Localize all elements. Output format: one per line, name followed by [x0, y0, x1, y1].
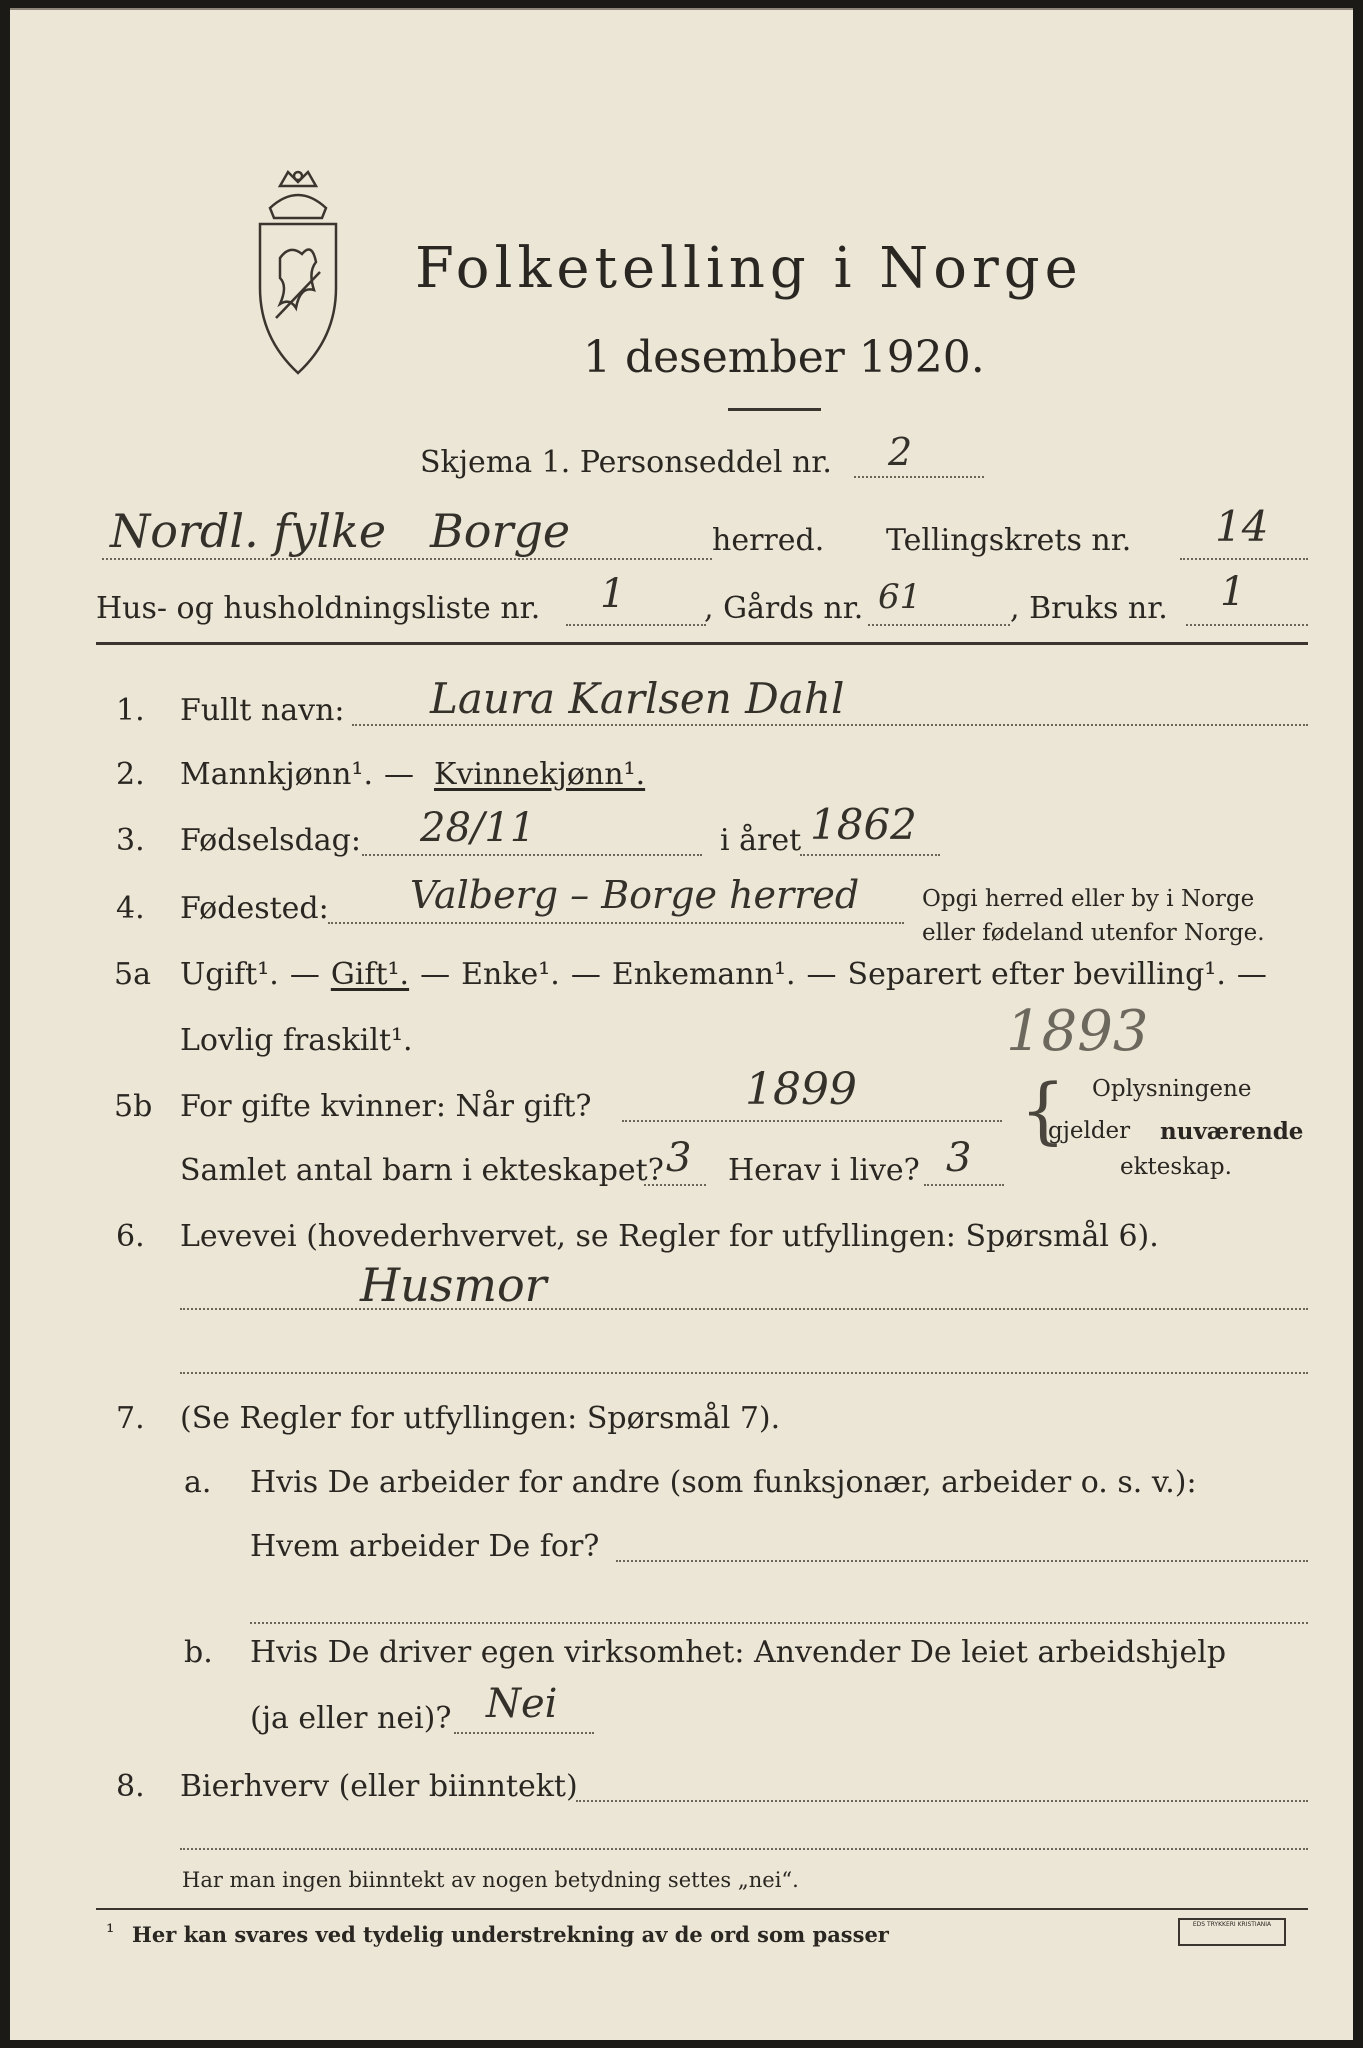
gard-dots — [868, 624, 1010, 626]
census-form — [10, 8, 1353, 2040]
sep-5: — — [1236, 957, 1267, 992]
margin-note-year: 1893 — [1006, 999, 1149, 1064]
q7a-dots-1 — [616, 1560, 1308, 1562]
birthplace-note-2: eller fødeland utenfor Norge. — [922, 920, 1265, 946]
q8-dots-1 — [576, 1800, 1308, 1802]
q3-label: Fødselsdag: — [180, 823, 361, 858]
children-label: Samlet antal barn i ekteskapet? — [180, 1153, 664, 1188]
bruk-dots — [1186, 624, 1308, 626]
bruk-label: , Bruks nr. — [1010, 591, 1168, 626]
q4-dots — [328, 922, 904, 924]
q4-label: Fødested: — [180, 891, 329, 926]
q5b-note-1: Oplysningene — [1092, 1076, 1252, 1102]
top-edge — [10, 8, 1353, 10]
option-ugift: Ugift¹. — [180, 957, 279, 992]
male-option: Mannkjønn¹. — [180, 757, 373, 792]
bruk-value: 1 — [1220, 569, 1246, 615]
header-rule — [96, 642, 1308, 645]
q7b-question: (ja eller nei)? — [250, 1701, 452, 1736]
married-dots — [622, 1120, 1002, 1122]
title-divider — [728, 408, 821, 411]
herred-value: Borge — [430, 504, 571, 558]
q6-number: 6. — [116, 1219, 145, 1254]
option-separert: Separert efter bevilling¹. — [847, 957, 1226, 992]
skjema-value: 2 — [888, 430, 913, 474]
footnote-text: Her kan svares ved tydelig understrekning av de ord som passer — [132, 1922, 889, 1947]
form-title: Folketelling i Norge — [415, 236, 1083, 301]
footnote-mark: ¹ — [106, 1920, 115, 1944]
q7b-dots — [454, 1732, 594, 1734]
q5b-note-2: gjelder — [1048, 1118, 1131, 1144]
q5b-brace: { — [1020, 1068, 1066, 1152]
q5b-note-2b: nuværende — [1160, 1118, 1304, 1145]
printer-stamp-text: EDS TRYKKERI KRISTIANIA — [1192, 1921, 1272, 1928]
q1-dots — [352, 724, 1308, 726]
q7b-letter: b. — [184, 1635, 213, 1670]
birthplace-note-1: Opgi herred eller by i Norge — [922, 886, 1255, 912]
q4-number: 4. — [116, 891, 145, 926]
occupation-value: Husmor — [360, 1258, 547, 1312]
krets-value: 14 — [1215, 502, 1269, 551]
q6-label: Levevei (hovederhvervet, se Regler for utfyllingen: Spørsmål 6). — [180, 1219, 1159, 1254]
sep-4: — — [806, 957, 837, 992]
civil-status-options — [180, 957, 1267, 992]
hus-value: 1 — [600, 571, 626, 617]
q8-label: Bierhverv (eller biinntekt) — [180, 1769, 578, 1804]
krets-dots — [1180, 558, 1308, 560]
q7-number: 7. — [116, 1401, 145, 1436]
option-enkemann: Enkemann¹. — [611, 957, 796, 992]
herred-dots — [102, 558, 712, 560]
q8-number: 8. — [116, 1769, 145, 1804]
children-dots — [644, 1184, 706, 1186]
county-value: Nordl. fylke — [110, 504, 387, 558]
q5b-number: 5b — [114, 1089, 153, 1124]
option-gift-underlined: Gift¹. — [330, 957, 410, 992]
hired-help-value: Nei — [486, 1681, 558, 1727]
sep-2: — — [420, 957, 451, 992]
birth-year-value: 1862 — [810, 800, 917, 849]
alive-value: 3 — [946, 1135, 972, 1181]
q3-number: 3. — [116, 823, 145, 858]
q7a-letter: a. — [184, 1465, 212, 1500]
footnote-rule — [96, 1908, 1308, 1910]
option-enke: Enke¹. — [461, 957, 560, 992]
q5a-number: 5a — [114, 957, 151, 992]
married-year-value: 1899 — [745, 1064, 857, 1115]
q7a-text: Hvis De arbeider for andre (som funksjonær, arbeider o. s. v.): — [250, 1465, 1197, 1500]
alive-label: Herav i live? — [728, 1153, 920, 1188]
krets-label: Tellingskrets nr. — [886, 523, 1132, 558]
q8-dots-2 — [180, 1848, 1308, 1850]
q6-dots-2 — [180, 1372, 1308, 1374]
alive-dots — [924, 1184, 1004, 1186]
year-label: i året — [720, 823, 802, 858]
form-date: 1 desember 1920. — [583, 332, 985, 383]
coat-of-arms-icon — [250, 168, 346, 378]
q6-dots-1 — [180, 1308, 1308, 1310]
q3-year-dots — [800, 854, 940, 856]
children-value: 3 — [666, 1135, 692, 1181]
birth-day-value: 28/11 — [420, 805, 536, 851]
sep-3: — — [570, 957, 601, 992]
gard-label: , Gårds nr. — [704, 591, 864, 626]
q7a-dots-2 — [250, 1622, 1308, 1624]
herred-label: herred. — [712, 523, 825, 558]
option-fraskilt: Lovlig fraskilt¹. — [180, 1023, 413, 1058]
q2-dash: — — [384, 757, 414, 792]
q1-number: 1. — [116, 693, 145, 728]
hus-label: Hus- og husholdningsliste nr. — [96, 591, 541, 626]
q2-number: 2. — [116, 757, 145, 792]
q3-day-dots — [362, 854, 702, 856]
gard-value: 61 — [878, 577, 922, 617]
q5b-note-3: ekteskap. — [1120, 1154, 1232, 1180]
q1-label: Fullt navn: — [180, 693, 345, 728]
q7-label: (Se Regler for utfyllingen: Spørsmål 7). — [180, 1401, 781, 1436]
married-label: For gifte kvinner: Når gift? — [180, 1089, 592, 1124]
q7b-text: Hvis De driver egen virksomhet: Anvender De leiet arbeidshjelp — [250, 1635, 1227, 1670]
female-option-underlined: Kvinnekjønn¹. — [434, 757, 646, 792]
sep-1: — — [289, 957, 320, 992]
skjema-dots — [854, 476, 984, 478]
q7a-question: Hvem arbeider De for? — [250, 1529, 600, 1564]
birthplace-value: Valberg – Borge herred — [410, 873, 860, 917]
hus-dots — [566, 624, 706, 626]
skjema-label: Skjema 1. Personseddel nr. — [420, 445, 832, 480]
full-name-value: Laura Karlsen Dahl — [430, 674, 845, 723]
printer-stamp — [1178, 1918, 1286, 1946]
biinntekt-note: Har man ingen biinntekt av nogen betydning settes „nei“. — [182, 1868, 799, 1892]
